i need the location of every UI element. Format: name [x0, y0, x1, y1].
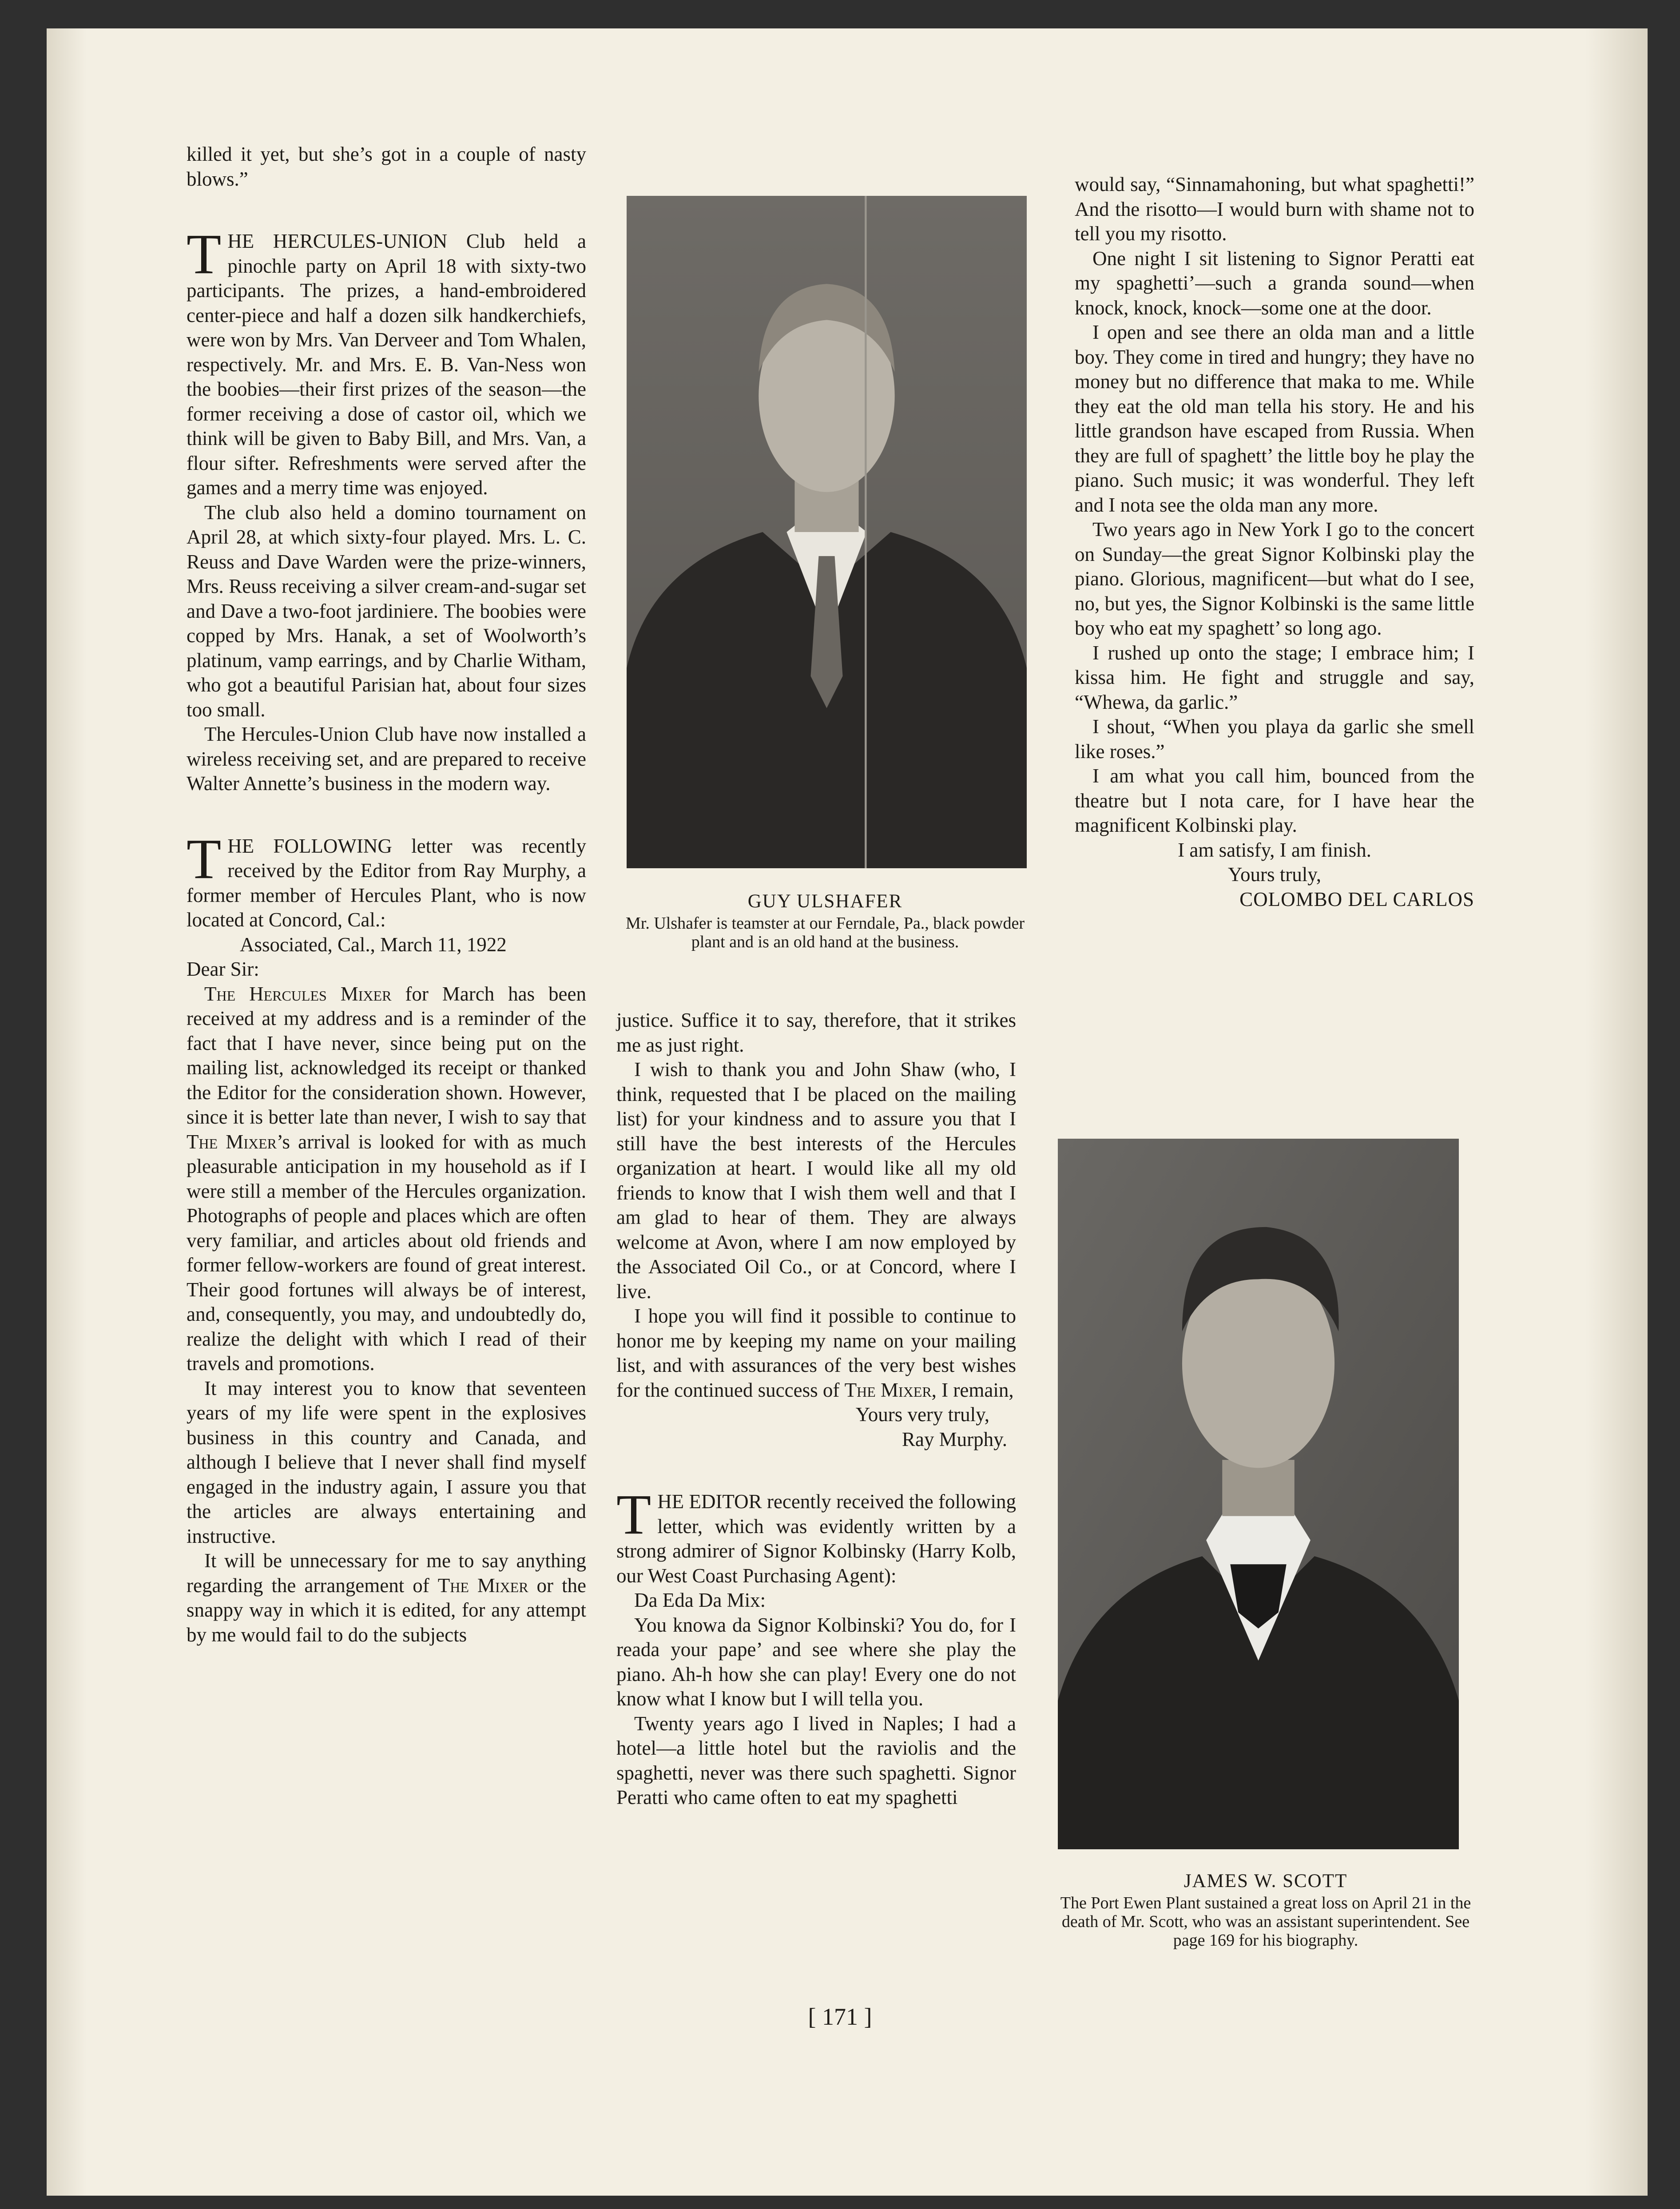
right-column [1075, 172, 1474, 912]
paragraph: I am what you call him, bounced from the theatre but I nota care, for I have hear the magnificent Kolbinski play. [1075, 765, 1474, 836]
paragraph-text: I hope you will find it possible to continue to honor me by keeping my name on your mailing list, and with assurances of the very best wishes for the continued success of [616, 1305, 1016, 1401]
letter-salutation: Dear Sir: [187, 958, 259, 980]
letter-signature: Ray Murphy. [902, 1428, 1007, 1450]
portrait-photo-guy-ulshafer [627, 196, 1027, 868]
caption-name: GUY ULSHAFER [747, 891, 903, 912]
drop-cap: T [187, 827, 222, 890]
caption-name: JAMES W. SCOTT [1184, 1871, 1348, 1891]
letter-closing: Yours truly, [1227, 863, 1322, 886]
page-number: [ 171 ] [808, 2003, 872, 2030]
lead-in: HE FOLLOWING [227, 834, 392, 857]
following-letter-item [187, 827, 586, 933]
lead-in: HE HERCULES-UNION [227, 230, 448, 252]
editor-letter-item [616, 1483, 1016, 1588]
portrait-photo-james-w-scott [1058, 1139, 1459, 1849]
paragraph: The club also held a domino tournament on April 28, at which sixty-four played. Mrs. L. C. Reuss and Dave Warden were the prize-winners, Mrs. Reuss receiving a silver cream-and-sugar set and Dave a two-foot jardiniere. The boobies were copped by Mrs. Hanak, a set of Woolworth’s platinum, vamp earrings, and by Charlie Witham, who got a beautiful Parisian hat, about four sizes too small. [187, 501, 586, 721]
paragraph: justice. Suffice it to say, therefore, that it strikes me as just right. [616, 1009, 1016, 1056]
paragraph: I am satisfy, I am finish. [1178, 838, 1371, 861]
paragraph-text: for March has been received at my address and is a reminder of the fact that I have never, since being put on the mailing list, acknowledged its receipt or thanked the Editor for the consideration shown. However, since it is better late than never, I wish to say that [187, 982, 586, 1128]
paragraph: I shout, “When you playa da garlic she smell like roses.” [1075, 715, 1474, 763]
paragraph [187, 982, 586, 1376]
caption-text: Mr. Ulshafer is teamster at our Ferndale, Pa., black powder plant and is an old hand at the business. [625, 914, 1025, 951]
paragraph-body: Club held a pinochle party on April 18 with sixty-two participants. The prizes, a hand-embroidered center-piece and half a dozen silk handkerchiefs, were won by Mrs. Van Derveer and Tom Whalen, respectively. Mr. and Mrs. E. B. Van-Ness won the boobies—their first prizes of the season—the former receiving a dose of castor oil, which we think will be given to Baby Bill, and Mrs. Van, a flour sifter. Refreshments were served after the games and a merry time was enjoyed. [187, 230, 586, 499]
photo-caption-scott [1052, 1869, 1479, 1950]
publication-title: The Mixer [844, 1379, 932, 1401]
photo-caption-ulshafer [612, 889, 1038, 951]
letter-salutation: Da Eda Da Mix: [634, 1589, 766, 1611]
paragraph: would say, “Sinnamahoning, but what spaghetti!” And the risotto—I would burn with shame not to tell you my risotto. [1075, 173, 1474, 245]
paragraph: It may interest you to know that seventeen years of my life were spent in the explosives business in this country and Canada, and although I believe that I never shall find myself engaged in the industry again, I assure you that the articles are always entertaining and instructive. [187, 1377, 586, 1547]
paragraph [187, 1549, 586, 1647]
drop-cap: T [187, 222, 222, 286]
middle-column [616, 1008, 1016, 1810]
publication-title: The Hercules Mixer [204, 982, 392, 1005]
page-edge-shadow [1585, 28, 1648, 2196]
paragraph: I wish to thank you and John Shaw (who, I think, requested that I be placed on the mailing list) for your kindness and to assure you that I still have the best interests of the Hercules organization at heart. I would like all my old friends to know that I wish them well and that I am glad to hear of them. They are always welcome at Avon, where I am now employed by the Associated Oil Co., or at Concord, where I live. [616, 1058, 1016, 1303]
letter-date: Associated, Cal., March 11, 1922 [240, 933, 507, 956]
paragraph: I open and see there an olda man and a little boy. They come in tired and hungry; they have no money but no difference that maka to me. While they eat the old man tella his story. He and his little grandson have escaped from Russia. When they are full of spaghett’ the little boy he play the piano. Such music; it was wonderful. They left and I nota see the olda man any more. [1075, 321, 1474, 516]
caption-text: The Port Ewen Plant sustained a great loss on April 21 in the death of Mr. Scott, who was an assistant superintendent. See page 169 for his biography. [1060, 1894, 1471, 1950]
letter-signature: COLOMBO DEL CARLOS [1239, 888, 1474, 910]
paragraph-text: It will be unnecessary for me to say anything regarding the arrangement of [187, 1549, 586, 1597]
paragraph-text: or the snappy way in which it is edited, for any attempt by me would fail to do the subjects [187, 1574, 586, 1646]
drop-cap: T [616, 1483, 651, 1546]
publication-title: The Mixer [187, 1130, 277, 1153]
letter-closing: Yours very truly, [855, 1403, 989, 1426]
paragraph [616, 1304, 1016, 1402]
paragraph-body: letter was recently received by the Editor from Ray Murphy, a former member of Hercules Plant, who is now located at Concord, Cal.: [187, 834, 586, 931]
binding-shadow [47, 28, 87, 2196]
publication-title: The Mixer [437, 1574, 528, 1597]
paragraph-body: recently received the following letter, which was evidently written by a strong admirer of Signor Kolbinsky (Harry Kolb, our West Coast Purchasing Agent): [616, 1490, 1016, 1587]
paragraph: killed it yet, but she’s got in a couple of nasty blows.” [187, 143, 586, 190]
left-column [187, 142, 586, 1647]
paragraph-text: , I remain, [931, 1379, 1014, 1401]
paragraph: One night I sit listening to Signor Peratti eat my spaghetti’—such a granda sound—when knock, knock, knock—some one at the door. [1075, 247, 1474, 319]
paragraph: Twenty years ago I lived in Naples; I had a hotel—a little hotel but the raviolis and the spaghetti, never was there such spaghetti. Signor Peratti who came often to eat my spaghetti [616, 1712, 1016, 1808]
paragraph: Two years ago in New York I go to the concert on Sunday—the great Signor Kolbinski play the piano. Glorious, magnificent—but what do I see, no, but yes, the Signor Kolbinski is the same little boy who eat my spaghett’ so long ago. [1075, 518, 1474, 639]
paragraph: You knowa da Signor Kolbinski? You do, for I reada your pape’ and see where she play the piano. Ah-h how she can play! Every one do not know what I know but I will tella you. [616, 1613, 1016, 1710]
paragraph-text: ’s arrival is looked for with as much pleasurable anticipation in my household as if I were still a member of the Hercules organization. Photographs of people and places which are often very familiar, and articles about old friends and former fellow-workers are found of great interest. Their good fortunes will always be of interest, and, consequently, you may, and undoubtedly do, realize the delight with which I read of their travels and promotions. [187, 1130, 586, 1375]
hercules-union-item [187, 222, 586, 501]
paragraph: The Hercules-Union Club have now installed a wireless receiving set, and are prepared to receive Walter Annette’s business in the modern way. [187, 723, 586, 795]
lead-in: HE EDITOR [657, 1490, 762, 1513]
paragraph: I rushed up onto the stage; I embrace him; I kissa him. He fight and struggle and say, “Whewa, da garlic.” [1075, 641, 1474, 713]
